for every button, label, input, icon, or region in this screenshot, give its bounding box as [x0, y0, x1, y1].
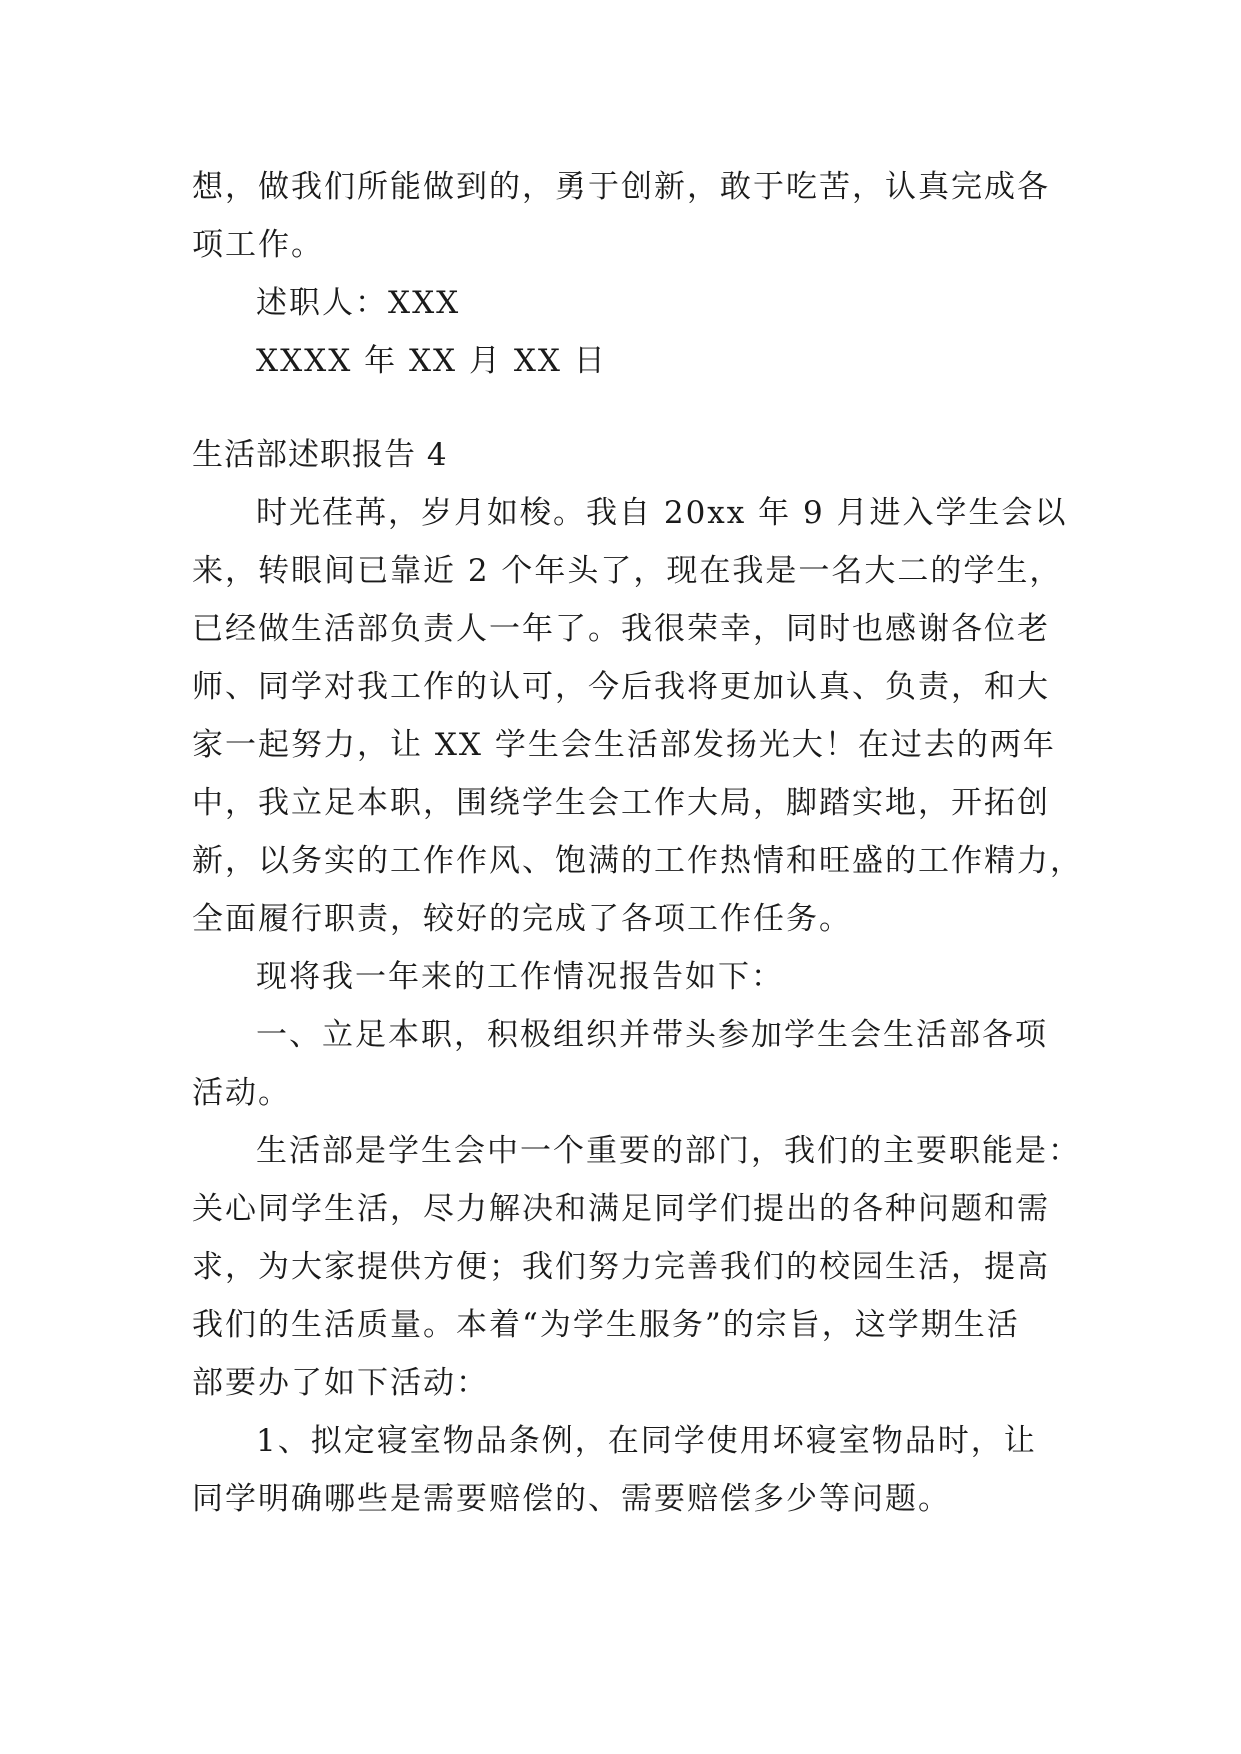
document-body: [192, 158, 1083, 1528]
section-title: 生活部述职报告 4: [192, 437, 448, 473]
paragraph-line: 项工作。: [192, 227, 324, 263]
paragraph-line: 现将我一年来的工作情况报告如下：: [256, 959, 784, 995]
paragraph-line: 生活部是学生会中一个重要的部门，我们的主要职能是：: [256, 1133, 1081, 1169]
signature-date: XXXX 年 XX 月 XX 日: [256, 343, 607, 379]
heading-line: 一、立足本职，积极组织并带头参加学生会生活部各项: [256, 1017, 1048, 1053]
paragraph-line: 来，转眼间已靠近 2 个年头了，现在我是一名大二的学生，: [192, 553, 1063, 589]
section-gap: [192, 390, 1050, 426]
paragraph-line: 家一起努力，让 XX 学生会生活部发扬光大！在过去的两年: [192, 727, 1056, 763]
list-item-line: 同学明确哪些是需要赔偿的、需要赔偿多少等问题。: [192, 1481, 951, 1517]
paragraph-line: 已经做生活部负责人一年了。我很荣幸，同时也感谢各位老: [192, 611, 1050, 647]
paragraph-line: 全面履行职责，较好的完成了各项工作任务。: [192, 901, 852, 937]
paragraph-line: 中，我立足本职，围绕学生会工作大局，脚踏实地，开拓创: [192, 785, 1050, 821]
paragraph-line: 我们的生活质量。本着“为学生服务”的宗旨，这学期生活: [192, 1307, 1020, 1343]
paragraph-line: 求，为大家提供方便；我们努力完善我们的校园生活，提高: [192, 1249, 1050, 1285]
paragraph-line: 关心同学生活，尽力解决和满足同学们提出的各种问题和需: [192, 1191, 1050, 1227]
paragraph-line: 新，以务实的工作作风、饱满的工作热情和旺盛的工作精力，: [192, 843, 1083, 879]
paragraph-line: 师、同学对我工作的认可，今后我将更加认真、负责，和大: [192, 669, 1050, 705]
paragraph-line: 时光荏苒，岁月如梭。我自 20xx 年 9 月进入学生会以: [256, 495, 1068, 531]
paragraph-line: 部要办了如下活动：: [192, 1365, 489, 1401]
heading-line: 活动。: [192, 1075, 291, 1111]
signature-author: 述职人：XXX: [256, 285, 461, 321]
list-item-line: 1、拟定寝室物品条例，在同学使用坏寝室物品时，让: [256, 1423, 1037, 1459]
paragraph-line: 想，做我们所能做到的，勇于创新，敢于吃苦，认真完成各: [192, 169, 1050, 205]
